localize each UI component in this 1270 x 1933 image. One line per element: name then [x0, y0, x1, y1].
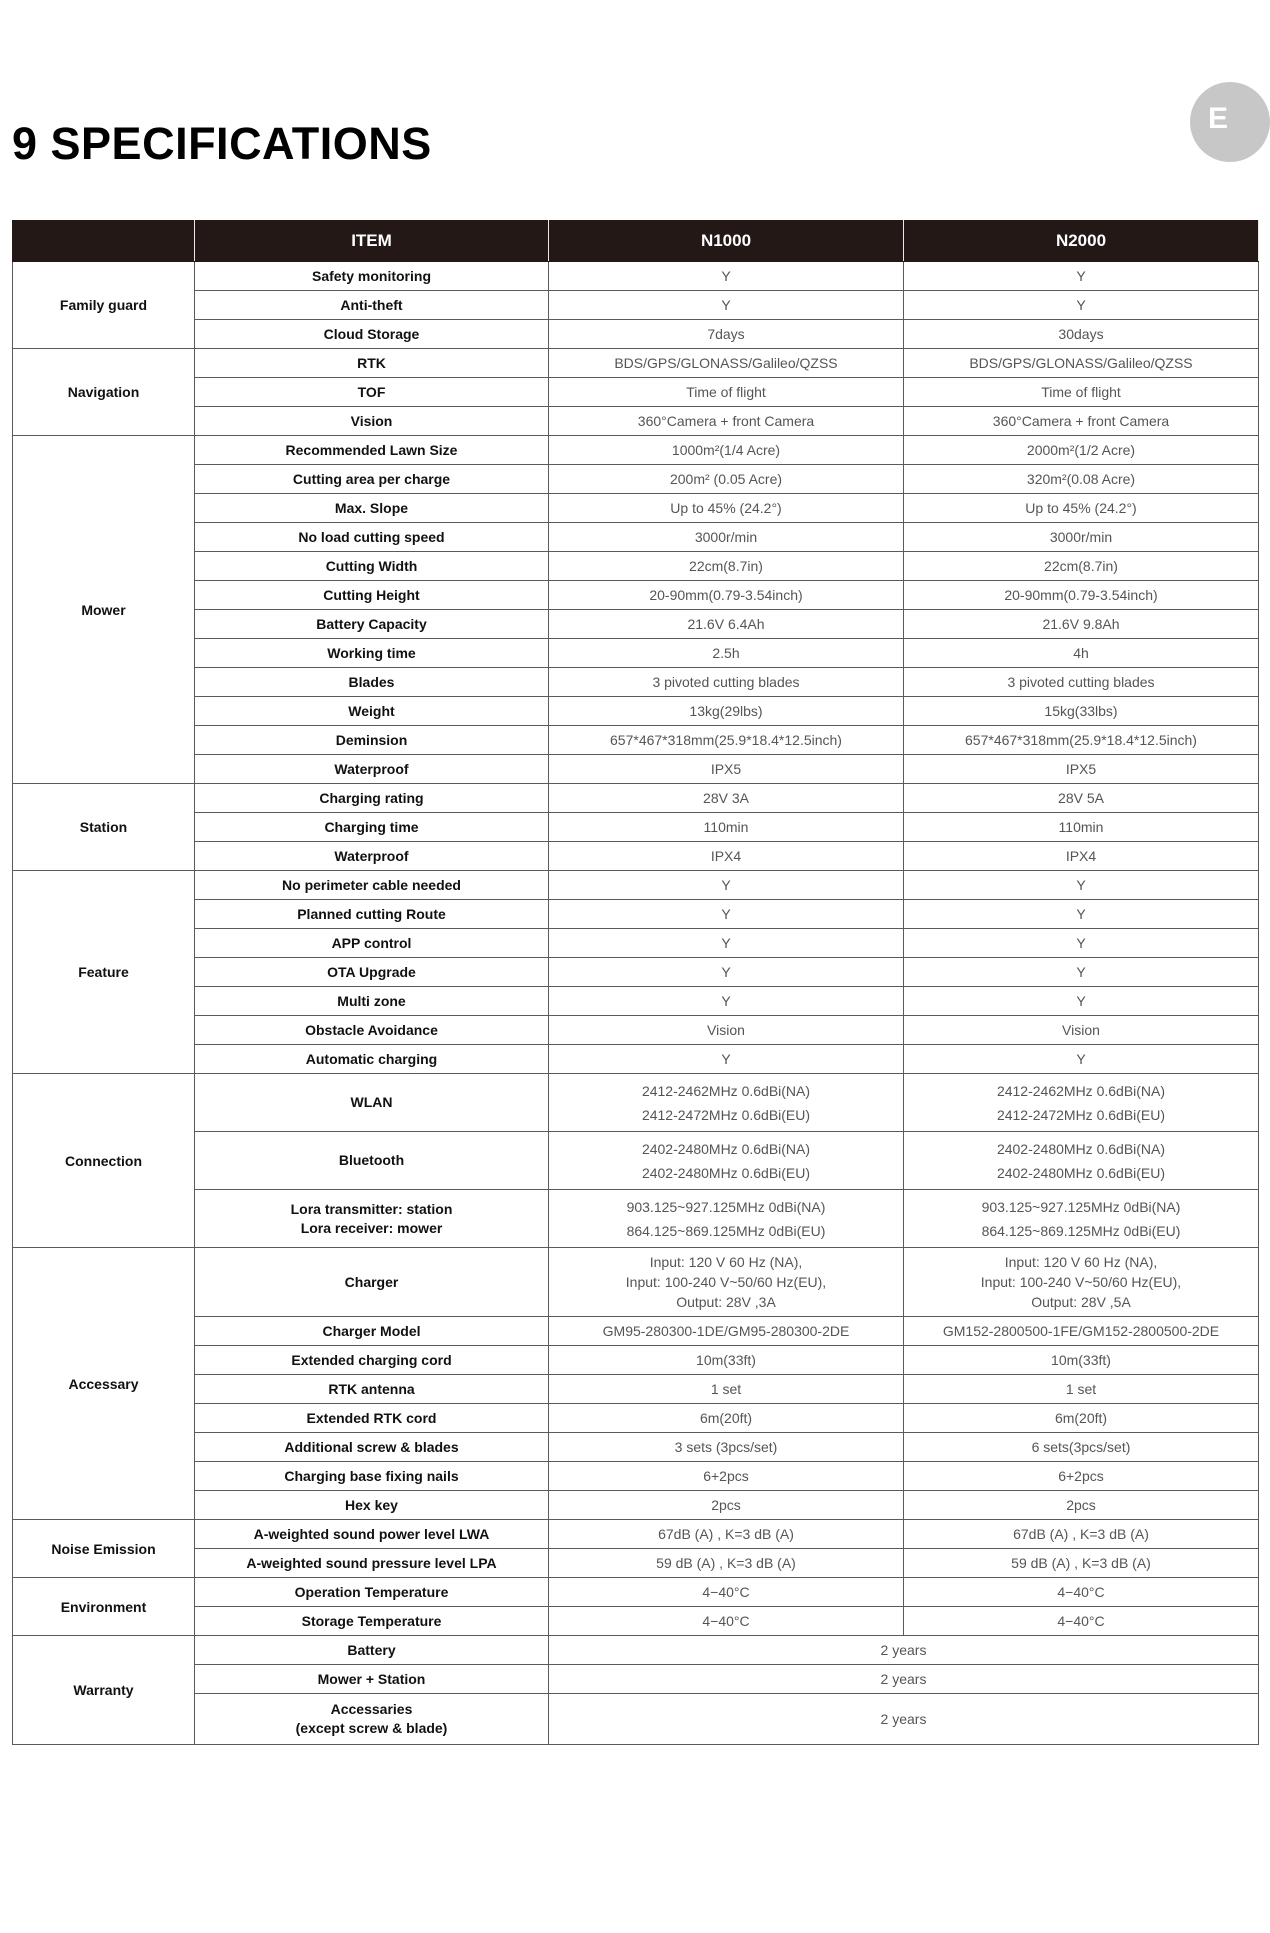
value-line: 110min: [703, 819, 749, 835]
item-cell: Recommended Lawn Size: [195, 436, 549, 465]
value-cell-n2000: [904, 262, 1259, 291]
value-line: 15kg(33lbs): [1044, 703, 1118, 719]
table-row: [13, 320, 1259, 349]
value-cell-n1000: [549, 581, 904, 610]
table-row: [13, 349, 1259, 378]
table-row: [13, 842, 1259, 871]
value-cell-n2000: [904, 668, 1259, 697]
value-cell-n1000: [549, 1016, 904, 1045]
value-line: 22cm(8.7in): [689, 558, 763, 574]
table-row: [13, 1375, 1259, 1404]
value-line: Time of flight: [686, 384, 766, 400]
value-line: Y: [1076, 993, 1086, 1009]
value-line: Y: [1076, 877, 1086, 893]
value-cell-n1000: [549, 552, 904, 581]
value-line: 4−40°C: [1057, 1584, 1105, 1600]
value-cell-n2000: [904, 349, 1259, 378]
item-cell: Additional screw & blades: [195, 1433, 549, 1462]
value-line: Y: [721, 935, 731, 951]
value-line: Input: 120 V 60 Hz (NA),: [649, 1254, 803, 1270]
value-cell-n1000: [549, 813, 904, 842]
table-row: [13, 407, 1259, 436]
category-cell: Connection: [13, 1074, 195, 1248]
value-line: 1000m²(1/4 Acre): [671, 442, 781, 458]
value-cell-n1000: [549, 958, 904, 987]
value-line: 6 sets(3pcs/set): [1031, 1439, 1131, 1455]
value-line: 2pcs: [1066, 1497, 1096, 1513]
value-cell-n1000: [549, 291, 904, 320]
value-line: 21.6V 6.4Ah: [687, 616, 765, 632]
value-line: Y: [1076, 964, 1086, 980]
language-tab[interactable]: [1190, 82, 1270, 162]
value-cell-n1000: [549, 1317, 904, 1346]
category-cell: Warranty: [13, 1636, 195, 1745]
value-line: 28V 5A: [1058, 790, 1104, 806]
shared-value-cell: 2 years: [549, 1665, 1259, 1694]
value-line: 2402-2480MHz 0.6dBi(EU): [996, 1164, 1166, 1181]
value-cell-n2000: [904, 1404, 1259, 1433]
value-line: 320m²(0.08 Acre): [1026, 471, 1136, 487]
value-cell-n2000: [904, 842, 1259, 871]
value-cell-n2000: [904, 610, 1259, 639]
value-cell-n1000: [549, 349, 904, 378]
value-line: Y: [721, 964, 731, 980]
value-cell-n2000: [904, 407, 1259, 436]
value-cell-n2000: [904, 1433, 1259, 1462]
value-cell-n2000: [904, 900, 1259, 929]
value-line: 3 pivoted cutting blades: [1007, 674, 1155, 690]
value-line: GM95-280300-1DE/GM95-280300-2DE: [602, 1323, 850, 1339]
value-cell-n1000: [549, 1375, 904, 1404]
value-cell-n2000: [904, 581, 1259, 610]
table-row: [13, 697, 1259, 726]
table-row: [13, 1433, 1259, 1462]
value-line: 3 sets (3pcs/set): [674, 1439, 778, 1455]
value-line: Input: 100-240 V~50/60 Hz(EU),: [980, 1274, 1182, 1290]
value-line: Y: [1076, 935, 1086, 951]
header-model-n1000: N1000: [549, 221, 904, 262]
table-row: [13, 1016, 1259, 1045]
value-line: 110min: [1058, 819, 1104, 835]
value-cell-n2000: [904, 291, 1259, 320]
item-cell: Charging time: [195, 813, 549, 842]
value-cell-n1000: [549, 378, 904, 407]
value-line: 2412-2462MHz 0.6dBi(NA): [996, 1082, 1166, 1099]
item-cell: Working time: [195, 639, 549, 668]
category-cell: Navigation: [13, 349, 195, 436]
item-cell: Storage Temperature: [195, 1607, 549, 1636]
item-cell: Battery Capacity: [195, 610, 549, 639]
value-line: 59 dB (A) , K=3 dB (A): [1011, 1555, 1151, 1571]
item-cell: Accessaries (except screw & blade): [195, 1694, 549, 1745]
value-line: 3 pivoted cutting blades: [652, 674, 800, 690]
value-line: Y: [1076, 297, 1086, 313]
item-cell: Cutting Height: [195, 581, 549, 610]
value-line: 864.125~869.125MHz 0dBi(EU): [626, 1222, 826, 1239]
table-row: [13, 1549, 1259, 1578]
value-cell-n2000: [904, 755, 1259, 784]
value-line: 20-90mm(0.79-3.54inch): [649, 587, 803, 603]
value-cell-n1000: [549, 900, 904, 929]
value-line: 67dB (A) , K=3 dB (A): [1013, 1526, 1149, 1542]
value-cell-n2000: [904, 1375, 1259, 1404]
value-line: 2.5h: [712, 645, 740, 661]
value-line: GM152-2800500-1FE/GM152-2800500-2DE: [942, 1323, 1220, 1339]
value-cell-n2000: [904, 1045, 1259, 1074]
value-cell-n2000: [904, 1607, 1259, 1636]
value-cell-n1000: [549, 1549, 904, 1578]
value-line: 21.6V 9.8Ah: [1042, 616, 1120, 632]
value-cell-n2000: [904, 697, 1259, 726]
value-line: Y: [721, 877, 731, 893]
item-cell: No load cutting speed: [195, 523, 549, 552]
category-cell: Feature: [13, 871, 195, 1074]
value-cell-n2000: [904, 726, 1259, 755]
table-row: [13, 958, 1259, 987]
value-cell-n1000: [549, 1491, 904, 1520]
value-cell-n2000: [904, 465, 1259, 494]
item-cell: Vision: [195, 407, 549, 436]
table-row: [13, 1346, 1259, 1375]
value-cell-n2000: [904, 871, 1259, 900]
value-cell-n1000: [549, 1190, 904, 1248]
table-row: [13, 378, 1259, 407]
value-line: 4h: [1073, 645, 1089, 661]
table-row: [13, 262, 1259, 291]
table-row: [13, 726, 1259, 755]
value-cell-n1000: [549, 1074, 904, 1132]
value-line: 657*467*318mm(25.9*18.4*12.5inch): [965, 732, 1197, 748]
value-line: Input: 100-240 V~50/60 Hz(EU),: [625, 1274, 827, 1290]
specifications-table: [12, 220, 1259, 1745]
value-cell-n1000: [549, 726, 904, 755]
item-cell: Waterproof: [195, 755, 549, 784]
item-cell: Cloud Storage: [195, 320, 549, 349]
value-cell-n2000: [904, 378, 1259, 407]
value-line: Vision: [707, 1022, 745, 1038]
category-cell: Station: [13, 784, 195, 871]
value-line: 2412-2462MHz 0.6dBi(NA): [641, 1082, 811, 1099]
item-cell: No perimeter cable needed: [195, 871, 549, 900]
shared-value-cell: 2 years: [549, 1694, 1259, 1745]
value-cell-n2000: [904, 1346, 1259, 1375]
value-line: 4−40°C: [702, 1584, 750, 1600]
item-cell: A-weighted sound pressure level LPA: [195, 1549, 549, 1578]
item-cell: Mower + Station: [195, 1665, 549, 1694]
value-line: 2402-2480MHz 0.6dBi(NA): [641, 1140, 811, 1157]
value-line: IPX4: [710, 848, 742, 864]
value-line: BDS/GPS/GLONASS/Galileo/QZSS: [614, 355, 838, 371]
table-header-row: [13, 221, 1259, 262]
value-cell-n1000: [549, 494, 904, 523]
value-line: 2412-2472MHz 0.6dBi(EU): [996, 1106, 1166, 1123]
value-cell-n1000: [549, 1578, 904, 1607]
value-line: 7days: [707, 326, 745, 342]
table-row: [13, 1462, 1259, 1491]
category-cell: Environment: [13, 1578, 195, 1636]
value-line: IPX5: [710, 761, 742, 777]
value-line: Y: [721, 906, 731, 922]
value-cell-n1000: [549, 465, 904, 494]
table-row: [13, 1248, 1259, 1317]
table-row: [13, 291, 1259, 320]
value-line: Y: [721, 993, 731, 1009]
item-cell: Safety monitoring: [195, 262, 549, 291]
value-cell-n1000: [549, 1346, 904, 1375]
value-cell-n2000: [904, 929, 1259, 958]
table-row: [13, 784, 1259, 813]
table-row: [13, 755, 1259, 784]
value-line: 6m(20ft): [699, 1410, 753, 1426]
table-row: [13, 1665, 1259, 1694]
value-cell-n2000: [904, 958, 1259, 987]
value-cell-n1000: [549, 1132, 904, 1190]
value-line: IPX4: [1065, 848, 1097, 864]
value-line: 2412-2472MHz 0.6dBi(EU): [641, 1106, 811, 1123]
value-cell-n2000: [904, 1520, 1259, 1549]
item-cell: Extended RTK cord: [195, 1404, 549, 1433]
header-category: [13, 221, 195, 262]
shared-value-cell: 2 years: [549, 1636, 1259, 1665]
value-line: 22cm(8.7in): [1044, 558, 1118, 574]
item-cell: Deminsion: [195, 726, 549, 755]
table-row: [13, 1636, 1259, 1665]
category-cell: Mower: [13, 436, 195, 784]
item-cell: OTA Upgrade: [195, 958, 549, 987]
value-line: 13kg(29lbs): [689, 703, 763, 719]
table-row: [13, 668, 1259, 697]
table-row: [13, 1317, 1259, 1346]
item-cell: Anti-theft: [195, 291, 549, 320]
value-line: Time of flight: [1041, 384, 1121, 400]
category-cell: Noise Emission: [13, 1520, 195, 1578]
value-line: 864.125~869.125MHz 0dBi(EU): [981, 1222, 1181, 1239]
value-line: 3000r/min: [694, 529, 758, 545]
value-cell-n2000: [904, 1462, 1259, 1491]
table-row: [13, 494, 1259, 523]
value-cell-n1000: [549, 523, 904, 552]
value-line: 360°Camera + front Camera: [637, 413, 815, 429]
value-line: 2402-2480MHz 0.6dBi(EU): [641, 1164, 811, 1181]
item-cell: Charger: [195, 1248, 549, 1317]
value-line: IPX5: [1065, 761, 1097, 777]
item-cell: TOF: [195, 378, 549, 407]
value-cell-n2000: [904, 1074, 1259, 1132]
value-line: Up to 45% (24.2°): [670, 500, 782, 516]
value-cell-n1000: [549, 436, 904, 465]
value-line: 3000r/min: [1049, 529, 1113, 545]
item-cell: RTK antenna: [195, 1375, 549, 1404]
item-cell: Extended charging cord: [195, 1346, 549, 1375]
item-cell: Automatic charging: [195, 1045, 549, 1074]
value-cell-n2000: [904, 523, 1259, 552]
value-cell-n2000: [904, 494, 1259, 523]
value-cell-n1000: [549, 639, 904, 668]
item-cell: Cutting area per charge: [195, 465, 549, 494]
item-cell: Multi zone: [195, 987, 549, 1016]
table-row: [13, 465, 1259, 494]
value-line: 67dB (A) , K=3 dB (A): [658, 1526, 794, 1542]
value-cell-n2000: [904, 1016, 1259, 1045]
value-line: 6+2pcs: [1058, 1468, 1104, 1484]
value-cell-n1000: [549, 1607, 904, 1636]
value-line: 2000m²(1/2 Acre): [1026, 442, 1136, 458]
item-cell: Battery: [195, 1636, 549, 1665]
value-cell-n1000: [549, 1248, 904, 1317]
item-cell: Charger Model: [195, 1317, 549, 1346]
value-line: Y: [1076, 906, 1086, 922]
page-title: 9 SPECIFICATIONS: [12, 118, 432, 169]
value-line: Y: [721, 297, 731, 313]
value-cell-n2000: [904, 1248, 1259, 1317]
item-cell: RTK: [195, 349, 549, 378]
table-row: [13, 610, 1259, 639]
value-line: 903.125~927.125MHz 0dBi(NA): [981, 1198, 1181, 1215]
table-row: [13, 581, 1259, 610]
value-cell-n2000: [904, 813, 1259, 842]
value-line: 10m(33ft): [1051, 1352, 1111, 1368]
item-cell: Weight: [195, 697, 549, 726]
item-cell: Charging rating: [195, 784, 549, 813]
value-cell-n2000: [904, 552, 1259, 581]
value-line: Output: 28V ,5A: [1031, 1294, 1131, 1310]
value-line: 360°Camera + front Camera: [992, 413, 1170, 429]
table-row: [13, 987, 1259, 1016]
table-row: [13, 929, 1259, 958]
item-cell: WLAN: [195, 1074, 549, 1132]
value-line: Y: [721, 268, 731, 284]
table-row: [13, 1190, 1259, 1248]
item-cell: APP control: [195, 929, 549, 958]
value-line: 200m² (0.05 Acre): [669, 471, 783, 487]
value-line: 2402-2480MHz 0.6dBi(NA): [996, 1140, 1166, 1157]
table-row: [13, 871, 1259, 900]
table-row: [13, 900, 1259, 929]
value-cell-n2000: [904, 320, 1259, 349]
value-cell-n1000: [549, 842, 904, 871]
item-cell: Charging base fixing nails: [195, 1462, 549, 1491]
table-row: [13, 1520, 1259, 1549]
header-item: ITEM: [195, 221, 549, 262]
value-line: 6m(20ft): [1054, 1410, 1108, 1426]
value-line: 20-90mm(0.79-3.54inch): [1004, 587, 1158, 603]
value-cell-n1000: [549, 610, 904, 639]
value-cell-n2000: [904, 1549, 1259, 1578]
table-row: [13, 813, 1259, 842]
value-line: 59 dB (A) , K=3 dB (A): [656, 1555, 796, 1571]
table-row: [13, 1074, 1259, 1132]
value-cell-n2000: [904, 1190, 1259, 1248]
value-line: Vision: [1062, 1022, 1100, 1038]
value-cell-n2000: [904, 987, 1259, 1016]
value-cell-n1000: [549, 987, 904, 1016]
language-tab-label: E: [1208, 102, 1229, 135]
value-cell-n1000: [549, 668, 904, 697]
category-cell: Family guard: [13, 262, 195, 349]
value-line: Up to 45% (24.2°): [1025, 500, 1137, 516]
table-row: [13, 552, 1259, 581]
item-cell: Lora transmitter: station Lora receiver: mower: [195, 1190, 549, 1248]
table-row: [13, 1694, 1259, 1745]
value-cell-n1000: [549, 697, 904, 726]
value-line: Y: [1076, 268, 1086, 284]
value-cell-n1000: [549, 929, 904, 958]
item-cell: Operation Temperature: [195, 1578, 549, 1607]
table-row: [13, 1045, 1259, 1074]
table-row: [13, 1607, 1259, 1636]
table-row: [13, 1491, 1259, 1520]
table-row: [13, 639, 1259, 668]
item-cell: Waterproof: [195, 842, 549, 871]
value-cell-n2000: [904, 1317, 1259, 1346]
header-model-n2000: N2000: [904, 221, 1259, 262]
category-cell: Accessary: [13, 1248, 195, 1520]
value-cell-n1000: [549, 784, 904, 813]
value-line: Output: 28V ,3A: [676, 1294, 776, 1310]
item-cell: Blades: [195, 668, 549, 697]
value-line: Input: 120 V 60 Hz (NA),: [1004, 1254, 1158, 1270]
item-cell: Hex key: [195, 1491, 549, 1520]
value-cell-n1000: [549, 871, 904, 900]
item-cell: Max. Slope: [195, 494, 549, 523]
value-cell-n1000: [549, 407, 904, 436]
item-cell: Bluetooth: [195, 1132, 549, 1190]
value-line: 1 set: [710, 1381, 742, 1397]
value-cell-n1000: [549, 1045, 904, 1074]
value-cell-n2000: [904, 1578, 1259, 1607]
value-cell-n1000: [549, 1433, 904, 1462]
value-line: 4−40°C: [702, 1613, 750, 1629]
value-line: 2pcs: [711, 1497, 741, 1513]
value-cell-n2000: [904, 436, 1259, 465]
table-body: [13, 262, 1259, 1745]
value-line: Y: [721, 1051, 731, 1067]
value-cell-n2000: [904, 784, 1259, 813]
value-cell-n1000: [549, 1520, 904, 1549]
value-line: 657*467*318mm(25.9*18.4*12.5inch): [610, 732, 842, 748]
value-cell-n1000: [549, 262, 904, 291]
value-cell-n2000: [904, 639, 1259, 668]
item-cell: Cutting Width: [195, 552, 549, 581]
value-line: 30days: [1058, 326, 1104, 342]
value-cell-n2000: [904, 1132, 1259, 1190]
table-row: [13, 523, 1259, 552]
item-cell: A-weighted sound power level LWA: [195, 1520, 549, 1549]
item-cell: Obstacle Avoidance: [195, 1016, 549, 1045]
value-line: BDS/GPS/GLONASS/Galileo/QZSS: [969, 355, 1193, 371]
value-line: 1 set: [1065, 1381, 1097, 1397]
value-line: Y: [1076, 1051, 1086, 1067]
value-line: 28V 3A: [703, 790, 749, 806]
table-row: [13, 1404, 1259, 1433]
table-row: [13, 1132, 1259, 1190]
value-cell-n1000: [549, 1462, 904, 1491]
table-row: [13, 1578, 1259, 1607]
value-cell-n2000: [904, 1491, 1259, 1520]
item-cell: Planned cutting Route: [195, 900, 549, 929]
value-line: 6+2pcs: [703, 1468, 749, 1484]
value-line: 4−40°C: [1057, 1613, 1105, 1629]
value-cell-n1000: [549, 755, 904, 784]
value-cell-n1000: [549, 320, 904, 349]
value-line: 10m(33ft): [696, 1352, 756, 1368]
value-cell-n1000: [549, 1404, 904, 1433]
table-row: [13, 436, 1259, 465]
value-line: 903.125~927.125MHz 0dBi(NA): [626, 1198, 826, 1215]
